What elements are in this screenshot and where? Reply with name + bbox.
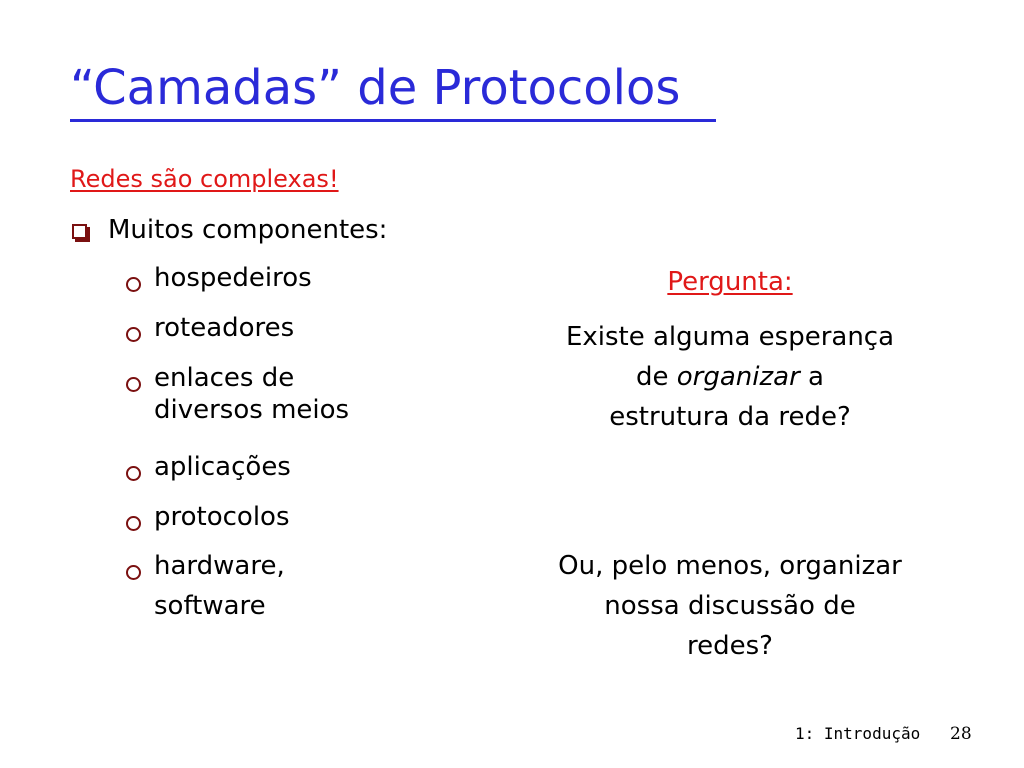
sub-item-text: roteadores bbox=[154, 313, 295, 343]
circle-bullet-icon bbox=[126, 277, 141, 292]
circle-bullet-icon bbox=[126, 516, 141, 531]
question-line-1: Existe alguma esperança bbox=[565, 322, 895, 352]
alternative-line-2: nossa discussão de bbox=[604, 591, 856, 621]
sub-item-text: protocolos bbox=[154, 502, 290, 532]
bullet-text: Muitos componentes: bbox=[108, 215, 388, 245]
alternative-question bbox=[515, 546, 945, 666]
title-underline bbox=[70, 119, 716, 122]
question-line-2-post: a bbox=[799, 362, 824, 392]
circle-bullet-icon bbox=[126, 377, 141, 392]
square-bullet-icon bbox=[72, 224, 87, 239]
page-number: 28 bbox=[950, 724, 972, 744]
subtitle: Redes são complexas! bbox=[70, 165, 339, 193]
sub-item-text: enlaces de bbox=[154, 363, 295, 393]
question-line-3: estrutura da rede? bbox=[609, 402, 851, 432]
circle-bullet-icon bbox=[126, 466, 141, 481]
question-emphasis: organizar bbox=[676, 362, 800, 392]
slide-title: “Camadas” de Protocolos bbox=[70, 60, 681, 116]
alternative-line-3: redes? bbox=[687, 631, 773, 661]
question-text bbox=[515, 317, 945, 437]
question-line-2 bbox=[515, 357, 945, 397]
sub-item-text: hardware, bbox=[154, 551, 285, 581]
question-line-2-pre: de bbox=[636, 362, 677, 392]
sub-item-text: hospedeiros bbox=[154, 263, 312, 293]
sub-item-text-continued: diversos meios bbox=[154, 395, 350, 425]
alternative-line-1: Ou, pelo menos, organizar bbox=[558, 551, 902, 581]
question-label bbox=[515, 262, 945, 302]
circle-bullet-icon bbox=[126, 565, 141, 580]
footer-section-label: 1: Introdução bbox=[795, 724, 921, 743]
circle-bullet-icon bbox=[126, 327, 141, 342]
sub-item-text: aplicações bbox=[154, 452, 291, 482]
sub-item-text-continued: software bbox=[154, 591, 266, 621]
question-label-text: Pergunta: bbox=[667, 267, 793, 297]
